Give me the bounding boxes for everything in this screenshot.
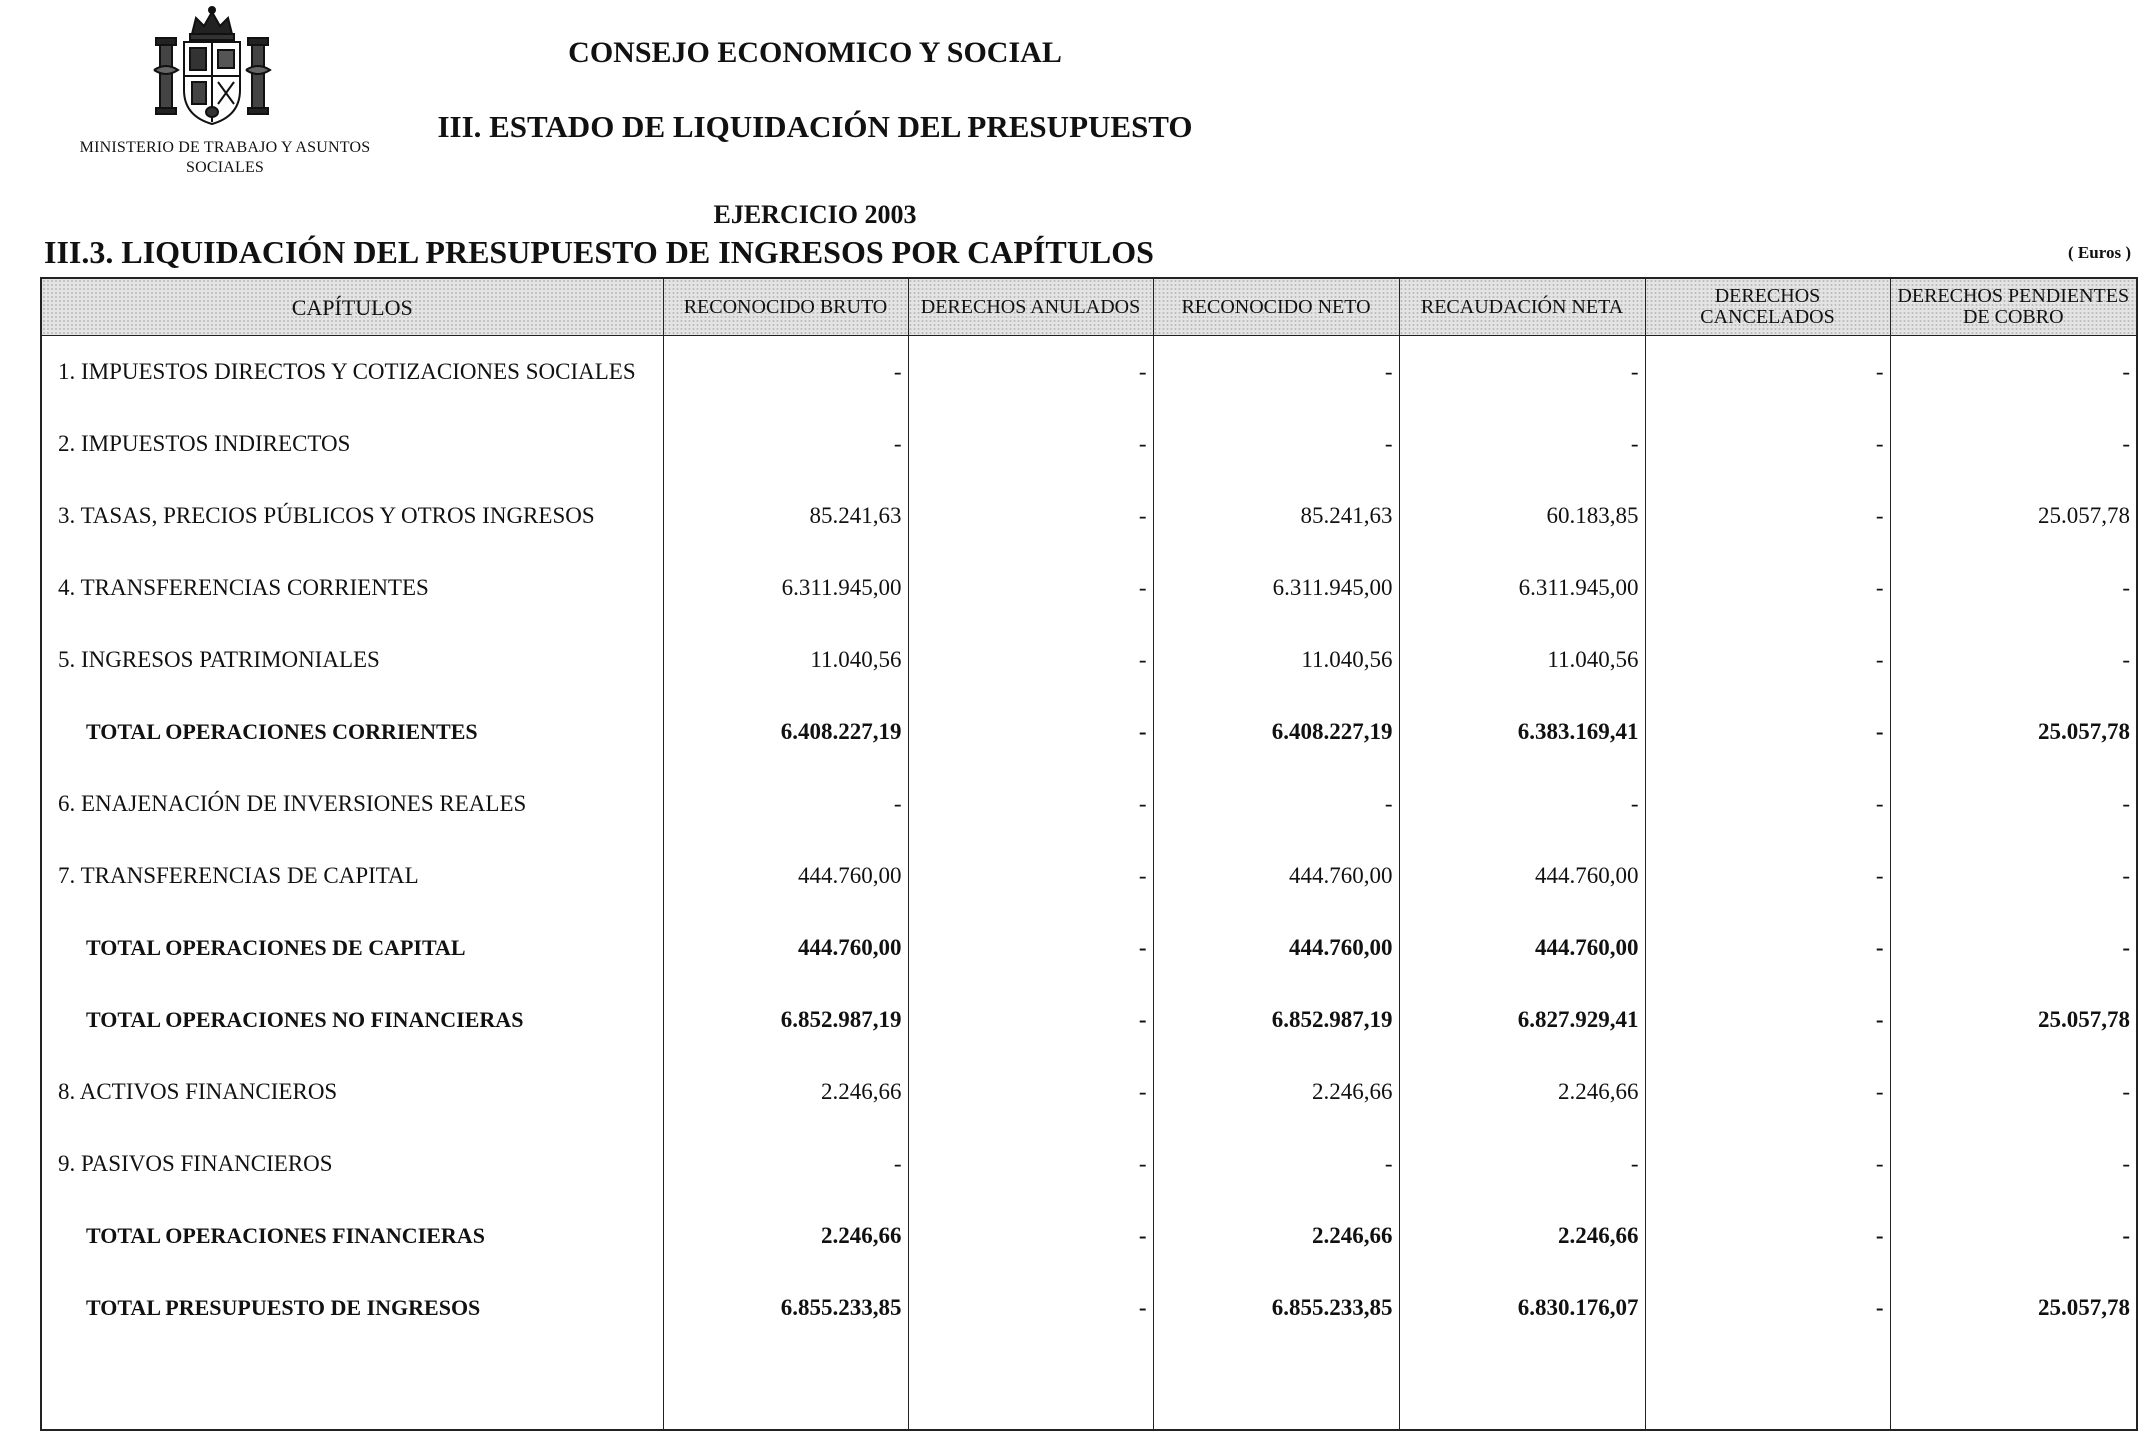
cell-reconocido-neto: 444.760,00 (1153, 840, 1399, 912)
cell-derechos-cancelados: - (1645, 480, 1890, 552)
cell-reconocido-bruto: 6.311.945,00 (663, 552, 908, 624)
cell-pendientes-cobro: - (1890, 1200, 2137, 1272)
table-row (41, 768, 2137, 840)
column-header-derechos-cancelados: DERECHOS CANCELADOS (1645, 278, 1890, 336)
cell-pendientes-cobro: 25.057,78 (1890, 984, 2137, 1056)
cell-reconocido-neto: 444.760,00 (1153, 912, 1399, 984)
subtotal-row (41, 696, 2137, 768)
cell-derechos-cancelados: - (1645, 552, 1890, 624)
row-label: 1. IMPUESTOS DIRECTOS Y COTIZACIONES SOCIALES (41, 336, 663, 409)
cell-reconocido-neto: 11.040,56 (1153, 624, 1399, 696)
cell-pendientes-cobro: - (1890, 624, 2137, 696)
cell-derechos-cancelados: - (1645, 1200, 1890, 1272)
row-label: 5. INGRESOS PATRIMONIALES (41, 624, 663, 696)
empty-cell (663, 1344, 908, 1430)
currency-units: ( Euros ) (2068, 243, 2131, 262)
table-row (41, 1128, 2137, 1200)
empty-cell (1890, 1344, 2137, 1430)
cell-derechos-cancelados: - (1645, 1272, 1890, 1344)
cell-pendientes-cobro: - (1890, 336, 2137, 409)
cell-reconocido-bruto: - (663, 768, 908, 840)
cell-reconocido-neto: 6.311.945,00 (1153, 552, 1399, 624)
column-header-pendientes-cobro: DERECHOS PENDIENTES DE COBRO (1890, 278, 2137, 336)
cell-reconocido-neto: 6.408.227,19 (1153, 696, 1399, 768)
cell-recaudacion-neta: - (1399, 1128, 1645, 1200)
cell-pendientes-cobro: 25.057,78 (1890, 1272, 2137, 1344)
cell-reconocido-neto: 85.241,63 (1153, 480, 1399, 552)
grand-total-row (41, 1272, 2137, 1344)
cell-recaudacion-neta: - (1399, 408, 1645, 480)
cell-recaudacion-neta: 6.830.176,07 (1399, 1272, 1645, 1344)
row-label: TOTAL PRESUPUESTO DE INGRESOS (41, 1272, 663, 1344)
cell-derechos-cancelados: - (1645, 336, 1890, 409)
cell-recaudacion-neta: 6.383.169,41 (1399, 696, 1645, 768)
fiscal-year: EJERCICIO 2003 (713, 200, 917, 229)
cell-reconocido-bruto: - (663, 408, 908, 480)
cell-derechos-cancelados: - (1645, 696, 1890, 768)
cell-pendientes-cobro: - (1890, 1056, 2137, 1128)
empty-cell (41, 1344, 663, 1430)
row-label: TOTAL OPERACIONES FINANCIERAS (41, 1200, 663, 1272)
cell-reconocido-neto: - (1153, 336, 1399, 409)
cell-reconocido-bruto: 2.246,66 (663, 1056, 908, 1128)
cell-recaudacion-neta: 11.040,56 (1399, 624, 1645, 696)
empty-cell (1153, 1344, 1399, 1430)
row-label: 8. ACTIVOS FINANCIEROS (41, 1056, 663, 1128)
cell-pendientes-cobro: - (1890, 912, 2137, 984)
cell-derechos-anulados: - (908, 1056, 1153, 1128)
row-label: TOTAL OPERACIONES NO FINANCIERAS (41, 984, 663, 1056)
cell-recaudacion-neta: 2.246,66 (1399, 1200, 1645, 1272)
income-budget-table (40, 277, 2138, 1431)
column-header-capitulos: CAPÍTULOS (41, 278, 663, 336)
cell-pendientes-cobro: 25.057,78 (1890, 480, 2137, 552)
table-row (41, 1056, 2137, 1128)
cell-derechos-cancelados: - (1645, 768, 1890, 840)
subtotal-row (41, 1200, 2137, 1272)
cell-recaudacion-neta: 444.760,00 (1399, 912, 1645, 984)
cell-derechos-anulados: - (908, 1128, 1153, 1200)
table-row (41, 552, 2137, 624)
cell-recaudacion-neta: - (1399, 336, 1645, 409)
cell-derechos-cancelados: - (1645, 840, 1890, 912)
cell-reconocido-neto: 6.855.233,85 (1153, 1272, 1399, 1344)
cell-derechos-cancelados: - (1645, 1056, 1890, 1128)
empty-cell (908, 1344, 1153, 1430)
cell-derechos-cancelados: - (1645, 1128, 1890, 1200)
cell-derechos-cancelados: - (1645, 408, 1890, 480)
empty-filler-row (41, 1344, 2137, 1430)
row-label: 9. PASIVOS FINANCIEROS (41, 1128, 663, 1200)
ministry-line-1: MINISTERIO DE TRABAJO Y ASUNTOS (79, 139, 371, 156)
subtotal-row (41, 912, 2137, 984)
cell-reconocido-bruto: 6.852.987,19 (663, 984, 908, 1056)
cell-derechos-anulados: - (908, 480, 1153, 552)
cell-derechos-anulados: - (908, 840, 1153, 912)
table-header-row (41, 278, 2137, 336)
cell-pendientes-cobro: 25.057,78 (1890, 696, 2137, 768)
row-label: TOTAL OPERACIONES DE CAPITAL (41, 912, 663, 984)
cell-reconocido-neto: 6.852.987,19 (1153, 984, 1399, 1056)
cell-pendientes-cobro: - (1890, 768, 2137, 840)
cell-pendientes-cobro: - (1890, 840, 2137, 912)
table-title: III.3. LIQUIDACIÓN DEL PRESUPUESTO DE INGRESOS POR CAPÍTULOS (44, 234, 1154, 270)
row-label: TOTAL OPERACIONES CORRIENTES (41, 696, 663, 768)
cell-reconocido-bruto: 6.408.227,19 (663, 696, 908, 768)
cell-derechos-cancelados: - (1645, 984, 1890, 1056)
cell-reconocido-neto: - (1153, 408, 1399, 480)
column-header-derechos-anulados: DERECHOS ANULADOS (908, 278, 1153, 336)
cell-derechos-anulados: - (908, 696, 1153, 768)
cell-derechos-anulados: - (908, 912, 1153, 984)
cell-recaudacion-neta: 444.760,00 (1399, 840, 1645, 912)
ministry-line-2: SOCIALES (185, 159, 265, 176)
cell-reconocido-bruto: 85.241,63 (663, 480, 908, 552)
table-row (41, 624, 2137, 696)
cell-reconocido-bruto: - (663, 336, 908, 409)
row-label: 6. ENAJENACIÓN DE INVERSIONES REALES (41, 768, 663, 840)
row-label: 4. TRANSFERENCIAS CORRIENTES (41, 552, 663, 624)
column-header-reconocido-neto: RECONOCIDO NETO (1153, 278, 1399, 336)
empty-cell (1645, 1344, 1890, 1430)
column-header-recaudacion-neta: RECAUDACIÓN NETA (1399, 278, 1645, 336)
cell-reconocido-bruto: 6.855.233,85 (663, 1272, 908, 1344)
organization-title: CONSEJO ECONOMICO Y SOCIAL (568, 36, 1062, 69)
subtotal-row (41, 984, 2137, 1056)
row-label: 7. TRANSFERENCIAS DE CAPITAL (41, 840, 663, 912)
cell-derechos-anulados: - (908, 624, 1153, 696)
cell-recaudacion-neta: 6.311.945,00 (1399, 552, 1645, 624)
cell-derechos-anulados: - (908, 768, 1153, 840)
cell-reconocido-bruto: 2.246,66 (663, 1200, 908, 1272)
cell-derechos-cancelados: - (1645, 912, 1890, 984)
row-label: 3. TASAS, PRECIOS PÚBLICOS Y OTROS INGRESOS (41, 480, 663, 552)
cell-reconocido-bruto: 444.760,00 (663, 912, 908, 984)
cell-reconocido-neto: - (1153, 1128, 1399, 1200)
cell-pendientes-cobro: - (1890, 1128, 2137, 1200)
empty-cell (1399, 1344, 1645, 1430)
section-title: III. ESTADO DE LIQUIDACIÓN DEL PRESUPUESTO (437, 109, 1193, 144)
cell-derechos-anulados: - (908, 984, 1153, 1056)
cell-pendientes-cobro: - (1890, 552, 2137, 624)
cell-recaudacion-neta: 60.183,85 (1399, 480, 1645, 552)
cell-recaudacion-neta: 2.246,66 (1399, 1056, 1645, 1128)
cell-recaudacion-neta: - (1399, 768, 1645, 840)
table-row (41, 480, 2137, 552)
row-label: 2. IMPUESTOS INDIRECTOS (41, 408, 663, 480)
cell-derechos-anulados: - (908, 1272, 1153, 1344)
column-header-reconocido-bruto: RECONOCIDO BRUTO (663, 278, 908, 336)
table-row (41, 336, 2137, 409)
cell-reconocido-neto: 2.246,66 (1153, 1056, 1399, 1128)
table-row (41, 840, 2137, 912)
cell-reconocido-bruto: 444.760,00 (663, 840, 908, 912)
cell-reconocido-bruto: - (663, 1128, 908, 1200)
cell-derechos-anulados: - (908, 336, 1153, 409)
table-row (41, 408, 2137, 480)
cell-derechos-anulados: - (908, 1200, 1153, 1272)
cell-derechos-cancelados: - (1645, 624, 1890, 696)
cell-derechos-anulados: - (908, 408, 1153, 480)
cell-reconocido-neto: 2.246,66 (1153, 1200, 1399, 1272)
cell-derechos-anulados: - (908, 552, 1153, 624)
cell-reconocido-bruto: 11.040,56 (663, 624, 908, 696)
cell-recaudacion-neta: 6.827.929,41 (1399, 984, 1645, 1056)
cell-reconocido-neto: - (1153, 768, 1399, 840)
cell-pendientes-cobro: - (1890, 408, 2137, 480)
